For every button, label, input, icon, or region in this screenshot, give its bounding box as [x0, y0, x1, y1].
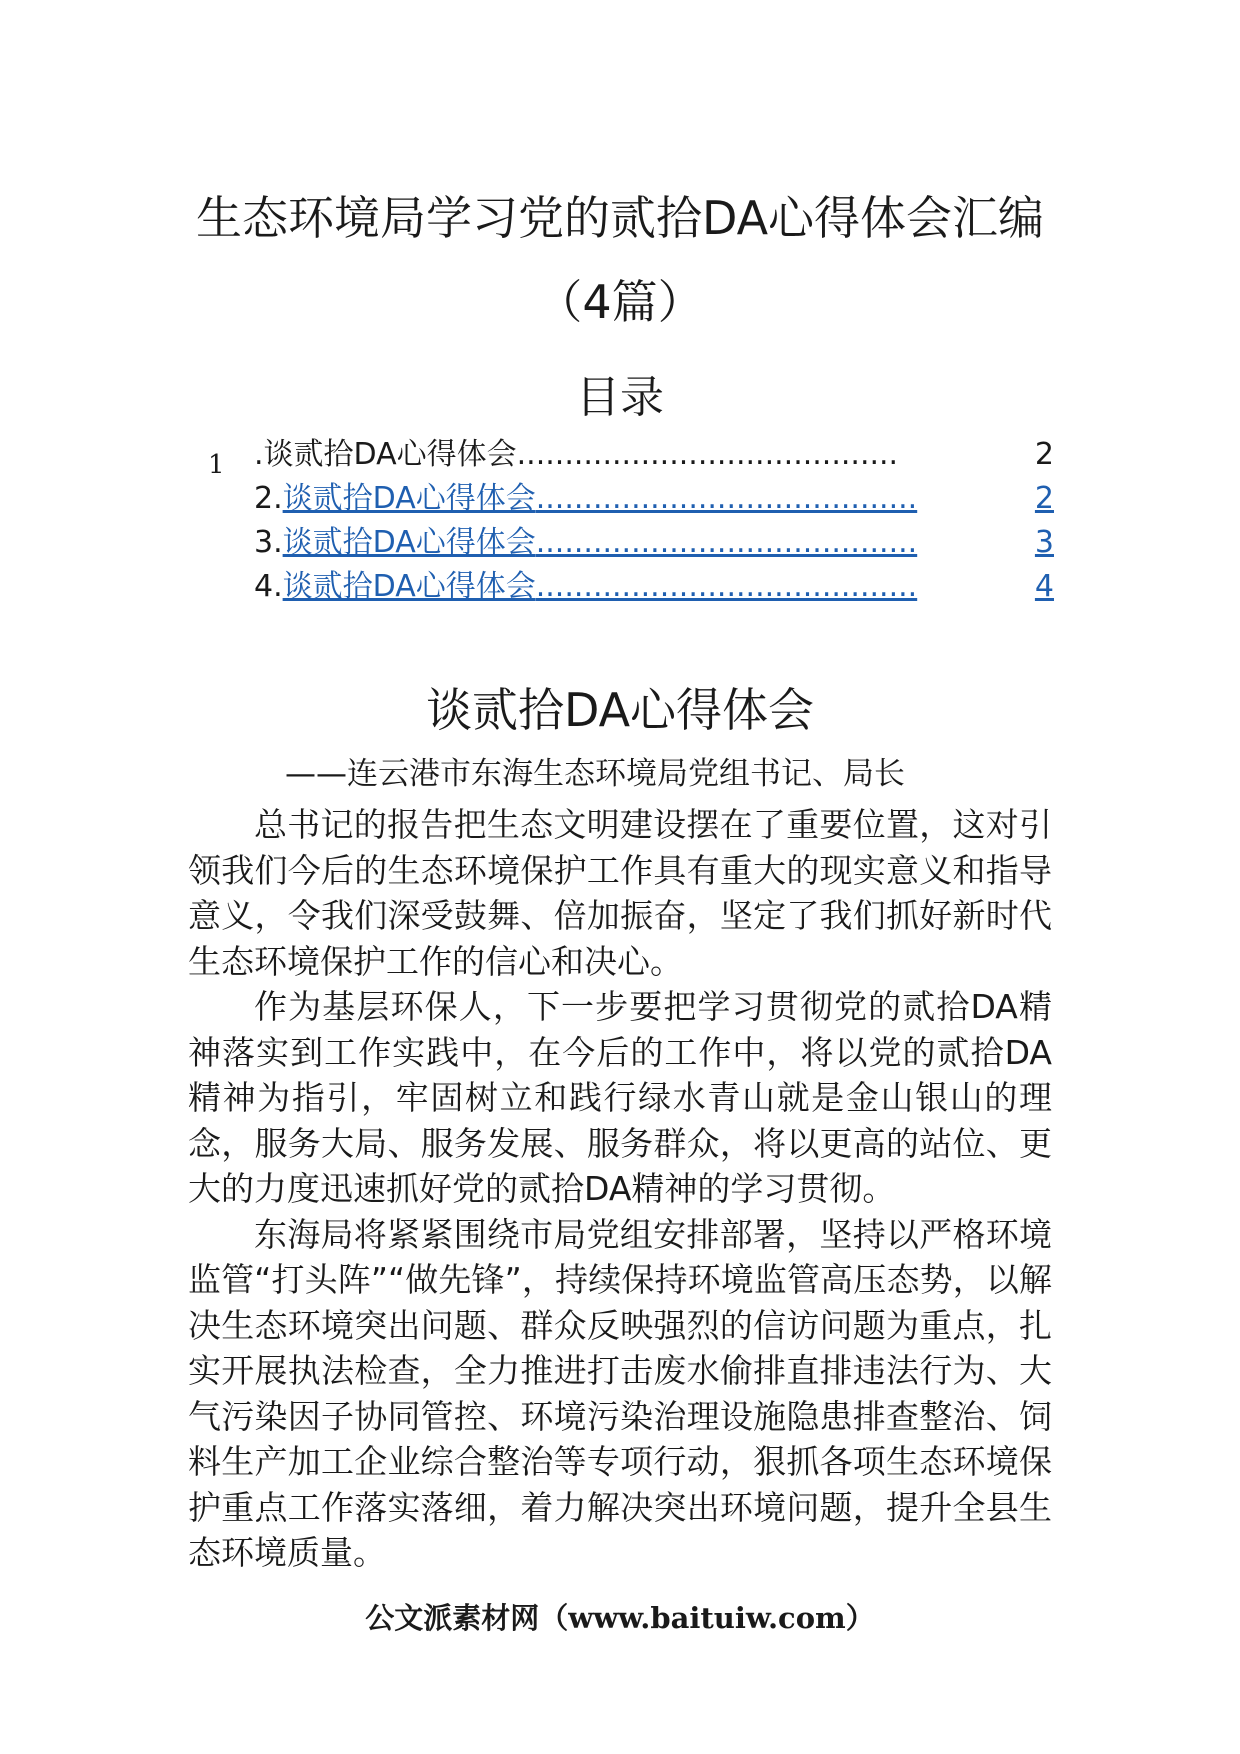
toc-leader-dots: ........................................ [516, 437, 899, 472]
toc-leader-dots: ........................................ [535, 525, 918, 560]
toc-leader-dots: ........................................ [535, 569, 918, 604]
toc-item-3[interactable] [254, 521, 1054, 565]
toc-item-page: 3 [1034, 525, 1054, 560]
toc-leader-dots: ........................................ [535, 481, 918, 516]
toc-item-label: .谈贰拾DA心得体会 [254, 437, 517, 472]
toc-heading: 目录 [576, 372, 664, 423]
article-byline: ——连云港市东海生态环境局党组书记、局长 [285, 756, 905, 792]
toc-item-page: 2 [1034, 437, 1054, 472]
toc-item-4[interactable] [254, 565, 1054, 609]
toc-item-page: 4 [1034, 569, 1054, 604]
toc-first-number: 1 [208, 450, 225, 480]
table-of-contents [254, 433, 1054, 609]
toc-item-number: 2. [254, 481, 283, 516]
paragraph: 总书记的报告把生态文明建设摆在了重要位置，这对引领我们今后的生态环境保护工作具有重大的现实意义和指导意义，令我们深受鼓舞、倍加振奋，坚定了我们抓好新时代生态环境保护工作的信心和决心。 [188, 805, 1052, 981]
toc-item-number: 4. [254, 569, 283, 604]
paragraph: 作为基层环保人，下一步要把学习贯彻党的贰拾DA精神落实到工作实践中，在今后的工作中，将以党的贰拾DA精神为指引，牢固树立和践行绿水青山就是金山银山的理念，服务大局、服务发展、服务群众，将以更高的站位、更大的力度迅速抓好党的贰拾DA精神的学习贯彻。 [188, 987, 1052, 1208]
article-body [188, 802, 1052, 1576]
toc-item-1[interactable] [254, 433, 1054, 477]
toc-item-number: 3. [254, 525, 283, 560]
footer-watermark: 公文派素材网（www.baituiw.com） [365, 1601, 875, 1635]
document-title: 生态环境局学习党的贰拾DA心得体会汇编 [195, 191, 1045, 245]
toc-item-page: 2 [1034, 481, 1054, 516]
paragraph: 东海局将紧紧围绕市局党组安排部署，坚持以严格环境监管“打头阵”“做先锋”，持续保持环境监管高压态势，以解决生态环境突出问题、群众反映强烈的信访问题为重点，扎实开展执法检查，全力推进打击废水偷排直排违法行为、大气污染因子协同管控、环境污染治理设施隐患排查整治、饲料生产加工企业综合整治等专项行动，狠抓各项生态环境保护重点工作落实落细，着力解决突出环境问题，提升全县生态环境质量。 [188, 1214, 1052, 1572]
toc-item-link[interactable]: 谈贰拾DA心得体会 [282, 481, 536, 516]
document-subtitle: （4篇） [536, 275, 704, 329]
article-title: 谈贰拾DA心得体会 [425, 683, 815, 737]
toc-item-link[interactable]: 谈贰拾DA心得体会 [282, 569, 536, 604]
toc-item-2[interactable] [254, 477, 1054, 521]
toc-item-link[interactable]: 谈贰拾DA心得体会 [282, 525, 536, 560]
